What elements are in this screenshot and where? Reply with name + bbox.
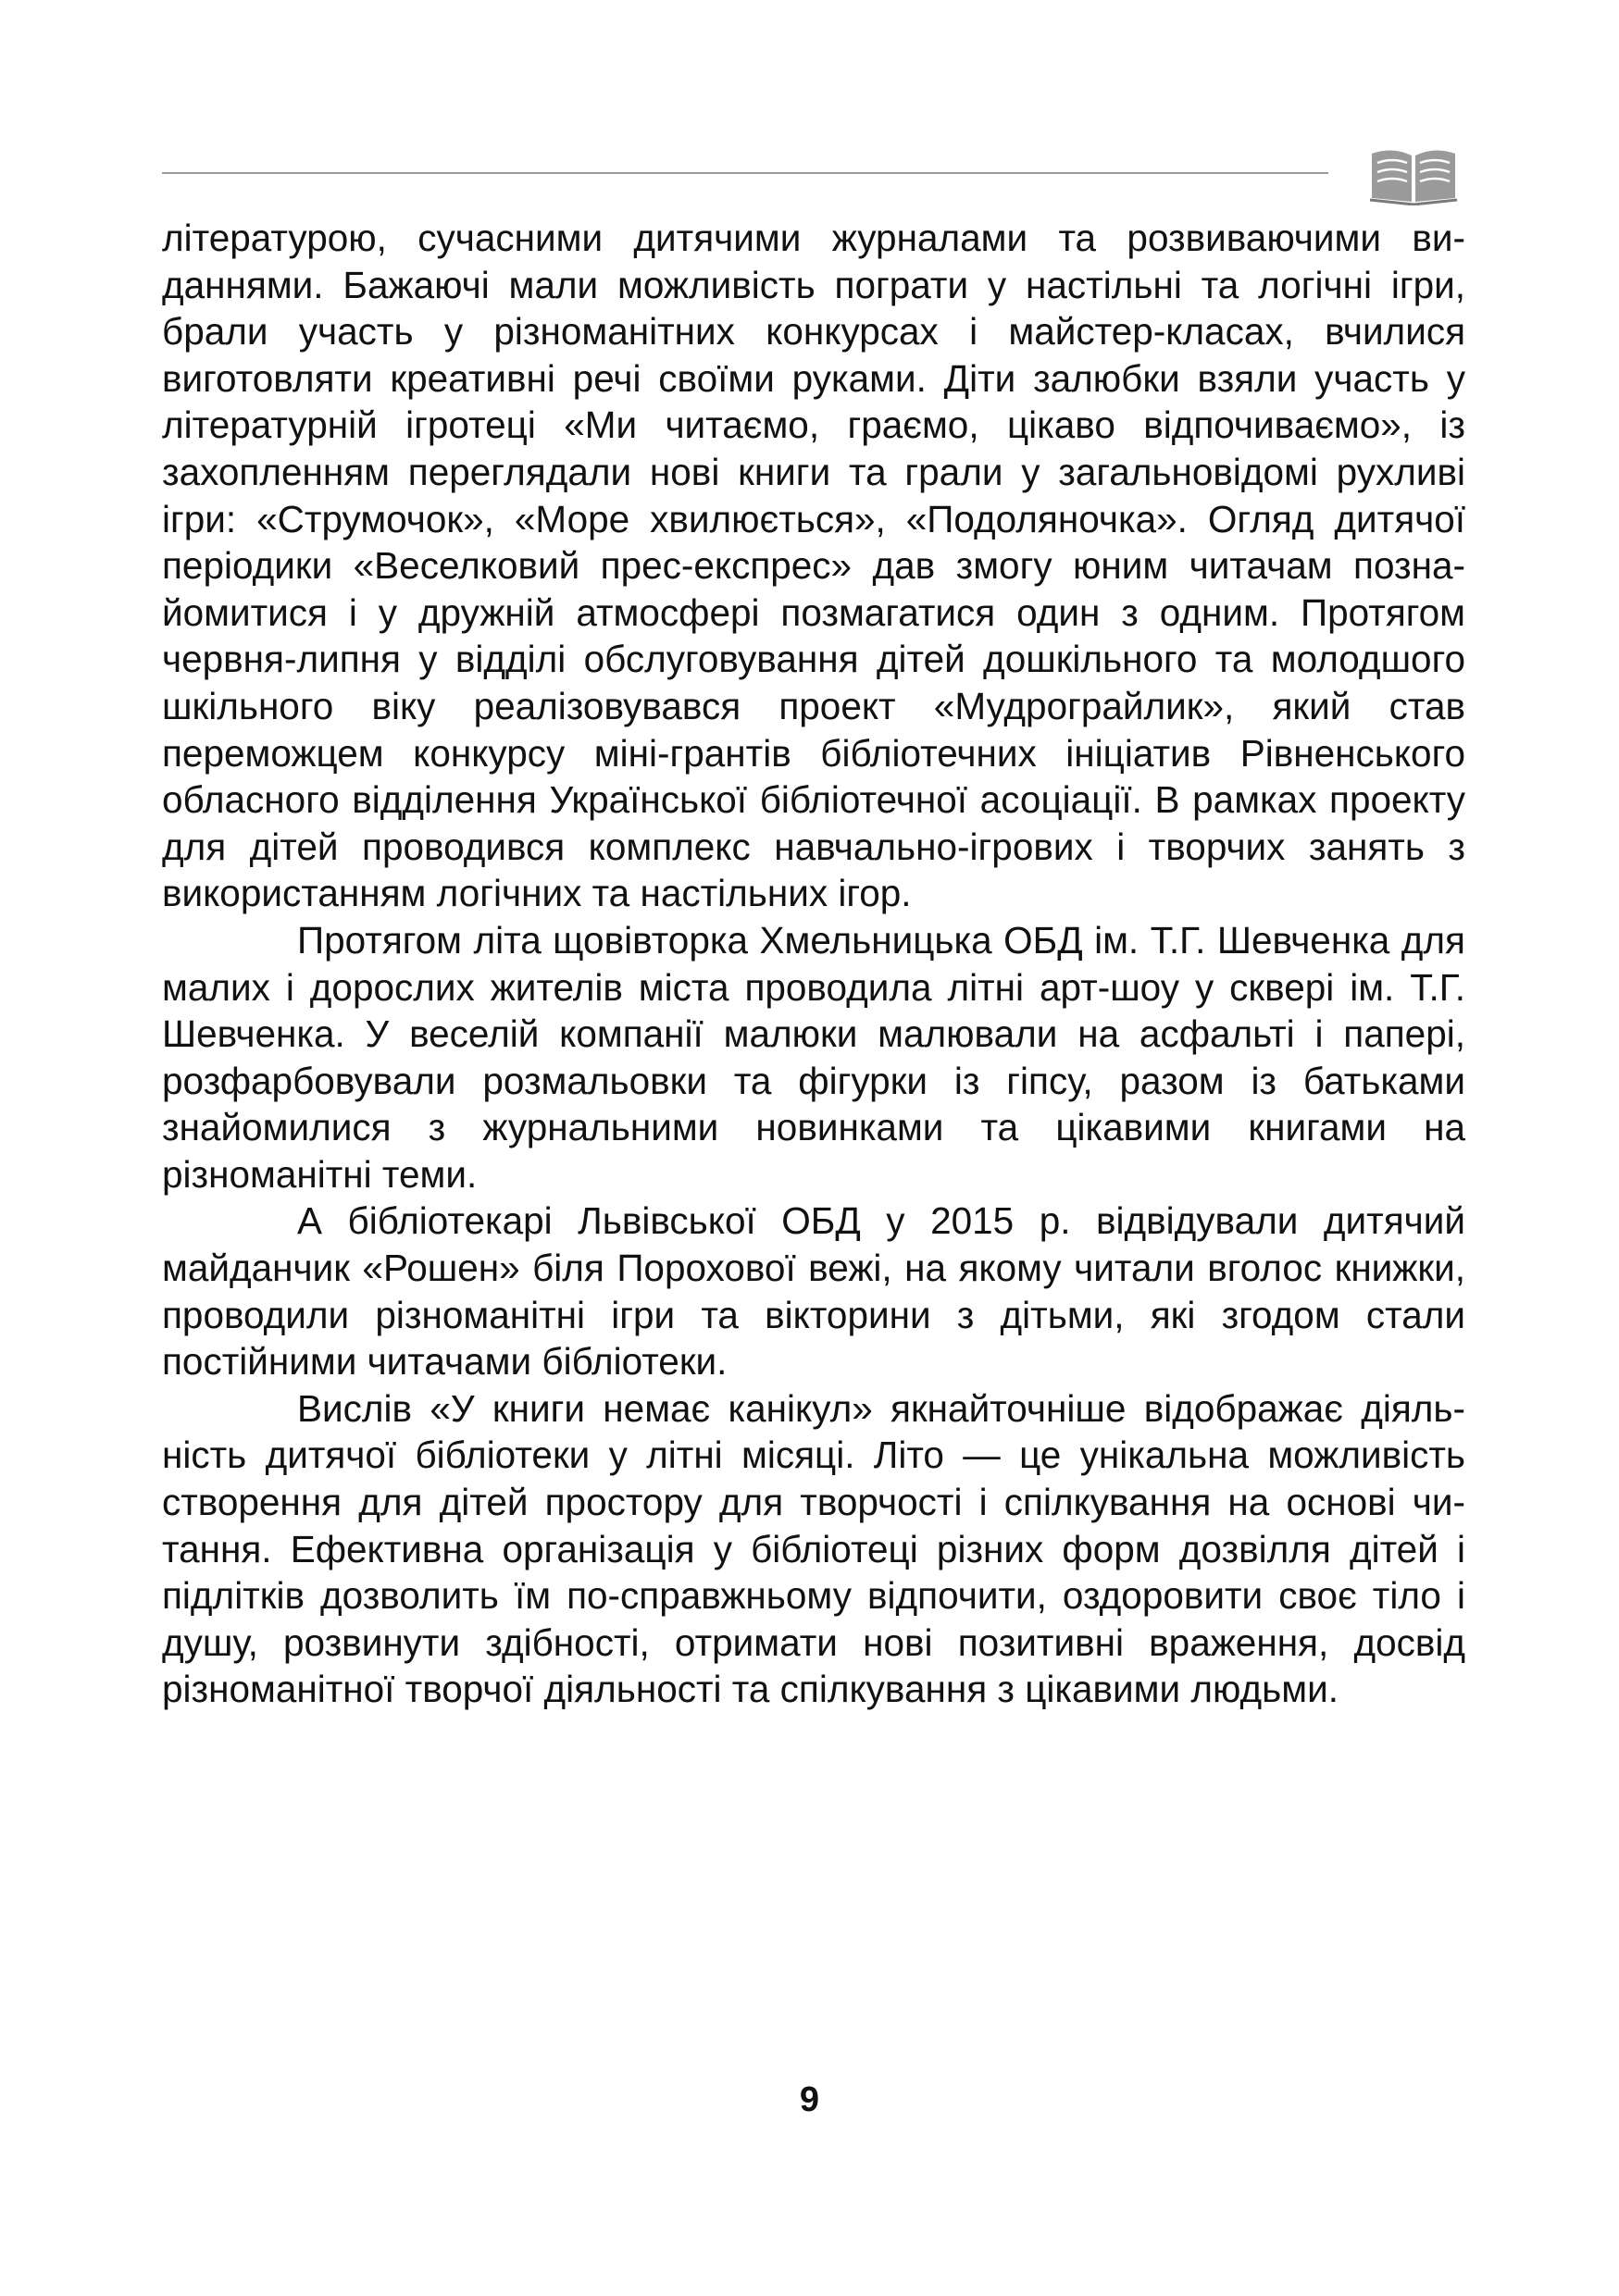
open-book-icon bbox=[1368, 141, 1459, 205]
header-rule bbox=[162, 172, 1328, 174]
paragraph-4: Вислів «У книги немає канікул» якнайточніше відображає діяльність дитячої бібліотеки у літні місяці. Літо — це унікальна можливість створення для дітей простору для творчості і спілкування на основі читання. Ефективна організація у бібліотеці різних форм дозвілля дітей і підлітків дозволить їм по-справжньому відпочити, оздоровити своє тіло і душу, розвинути здібності, отримати нові позитивні враження, досвід різноманітної творчої діяльності та спілкування з цікавими людьми. bbox=[162, 1386, 1465, 1711]
body-text bbox=[162, 215, 1465, 1713]
page-number: 9 bbox=[799, 2080, 820, 2119]
paragraph-3: А бібліотекарі Львівської ОБД у 2015 р. відвідували дитячий майданчик «Рошен» біля Порохової вежі, на якому читали вголос книжки, проводили різноманітні ігри та вікторини з дітьми, які згодом стали постійними читачами бібліотеки. bbox=[162, 1199, 1465, 1384]
paragraph-1: літературою, сучасними дитячими журналами та розвиваючими виданнями. Бажаючі мали можливість пограти у настільні та логічні ігри, брали участь у різноманітних конкурсах і майстер-класах, вчилися виготовляти креативні речі своїми руками. Діти залюбки взяли участь у літературній ігротеці «Ми читаємо, граємо, цікаво відпочиваємо», із захопленням переглядали нові книги та грали у загальновідомі рухливі ігри: «Струмочок», «Море хвилюється», «Подоляночка». Огляд дитячої періодики «Веселковий прес-експрес» дав змогу юним читачам познайомитися і у дружній атмосфері позмагатися один з одним. Протягом червня-липня у відділі обслуговування дітей дошкільного та молодшого шкільного віку реалізовувався проект «Мудрограйлик», який став переможцем конкурсу міні-грантів бібліотечних ініціатив Рівненського обласного відділення Української бібліотечної асоціації. В рамках проекту для дітей проводився комплекс навчально-ігрових і творчих занять з використанням логічних та настільних ігор. bbox=[162, 217, 1465, 915]
paragraph-2: Протягом літа щовівторка Хмельницька ОБД ім. Т.Г. Шевченка для малих і дорослих жителів міста проводила літні арт-шоу у сквері ім. Т.Г. Шевченка. У веселій компанії малюки малювали на асфальті і папері, розфарбовували розмальовки та фігурки із гіпсу, разом із батьками знайомилися з журнальними новинками та цікавими книгами на різноманітні теми. bbox=[162, 918, 1465, 1196]
